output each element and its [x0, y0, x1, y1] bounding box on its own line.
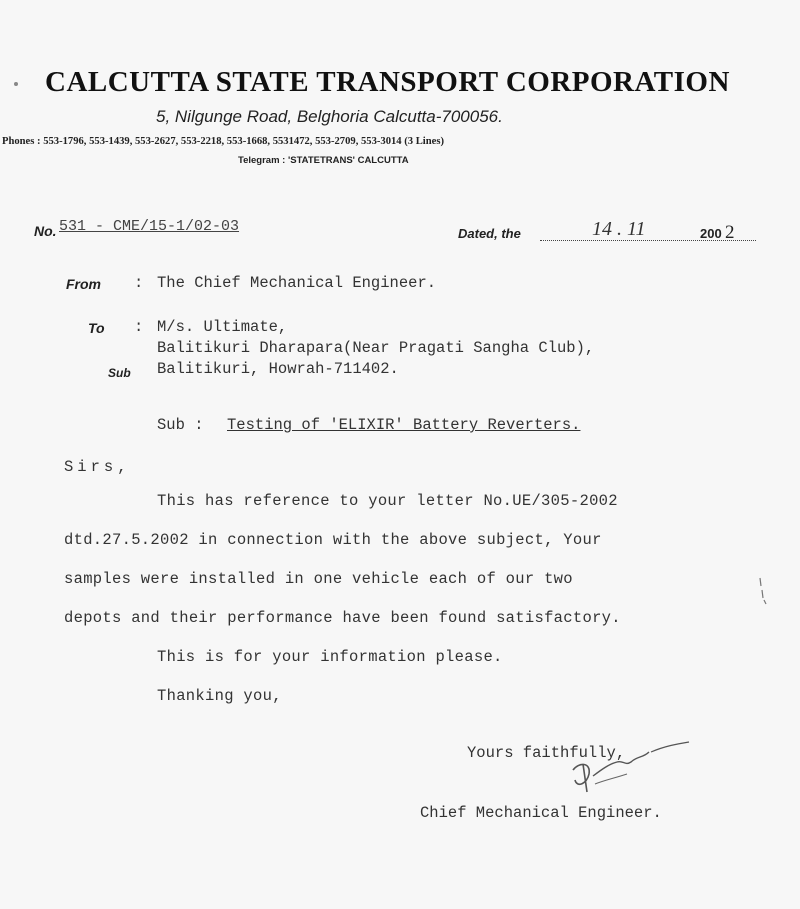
date-year-suffix: 2	[725, 222, 735, 243]
recipient-address-line-1: Balitikuri Dharapara(Near Pragati Sangha Club),	[157, 339, 595, 357]
signer-title: Chief Mechanical Engineer.	[420, 804, 662, 822]
to-label: To	[88, 320, 105, 336]
body-line-3: samples were installed in one vehicle each of our two	[64, 570, 573, 588]
sub-margin-mark: Sub	[108, 366, 131, 380]
subject-prefix: Sub :	[157, 416, 204, 434]
organization-address: 5, Nilgunge Road, Belghoria Calcutta-700056.	[156, 107, 503, 126]
salutation: Sirs,	[64, 458, 131, 476]
dated-label: Dated, the	[458, 226, 521, 241]
recipient-address-line-2: Balitikuri, Howrah-711402.	[157, 360, 399, 378]
organization-phones: Phones : 553-1796, 553-1439, 553-2627, 553-2218, 553-1668, 5531472, 553-2709, 553-3014 (3 Lines)	[2, 136, 444, 147]
organization-title: CALCUTTA STATE TRANSPORT CORPORATION	[45, 66, 730, 98]
body-line-4: depots and their performance have been found satisfactory.	[64, 609, 621, 627]
date-dotted-line	[540, 240, 756, 241]
organization-telegram: Telegram : 'STATETRANS' CALCUTTA	[238, 155, 409, 166]
body-line-5: This is for your information please.	[157, 648, 503, 666]
valediction: Yours faithfully,	[467, 744, 626, 762]
from-value: The Chief Mechanical Engineer.	[157, 274, 437, 292]
to-colon: :	[134, 318, 144, 336]
from-label: From	[66, 276, 101, 292]
subject-text: Testing of 'ELIXIR' Battery Reverters.	[227, 416, 581, 434]
body-line-2: dtd.27.5.2002 in connection with the above subject, Your	[64, 531, 602, 549]
from-colon: :	[134, 274, 144, 292]
reference-number: 531 - CME/15-1/02-03	[59, 218, 240, 235]
date-year-prefix: 200	[700, 226, 722, 241]
recipient-name: M/s. Ultimate,	[157, 318, 288, 336]
body-line-6: Thanking you,	[157, 687, 282, 705]
handwritten-signature	[565, 740, 695, 810]
reference-label: No.	[34, 223, 57, 239]
edge-scan-mark	[756, 576, 768, 606]
body-line-1: This has reference to your letter No.UE/305-2002	[157, 492, 618, 510]
date-value: 14 . 11	[592, 218, 646, 240]
margin-dot	[14, 82, 18, 86]
